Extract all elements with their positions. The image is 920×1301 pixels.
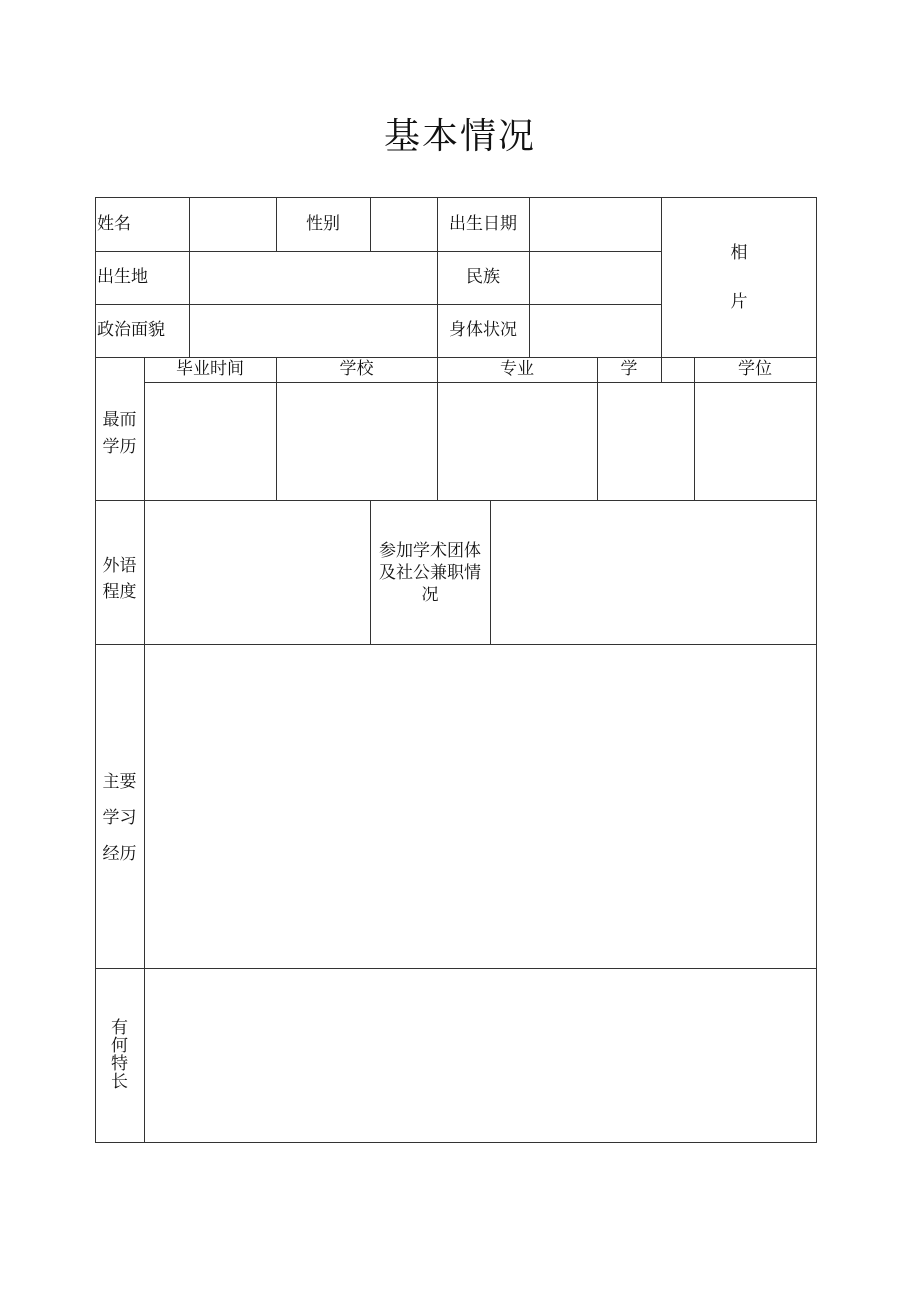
ethnicity-label: 民族 <box>466 267 500 288</box>
grad-time-field[interactable] <box>145 383 276 500</box>
birth-date-label: 出生日期 <box>449 213 517 234</box>
name-label: 姓名 <box>97 213 131 234</box>
study-experience-label-1: 主要 <box>102 771 137 792</box>
xue-header: 学 <box>620 359 638 380</box>
academic-groups-label-3: 况 <box>421 585 439 606</box>
birthplace-field[interactable] <box>190 252 437 304</box>
academic-groups-label-2: 及社公兼职情 <box>379 562 481 583</box>
political-status-label: 政治面貌 <box>97 320 165 341</box>
page-title: 基本情况 <box>383 116 536 157</box>
degree-field[interactable] <box>695 383 816 500</box>
name-field[interactable] <box>190 198 276 251</box>
birth-date-field[interactable] <box>530 198 661 251</box>
gender-label: 性别 <box>306 213 340 234</box>
degree-header: 学位 <box>738 359 772 380</box>
xue-field[interactable] <box>598 383 694 500</box>
academic-groups-field[interactable] <box>491 501 816 644</box>
special-skills-field[interactable] <box>145 969 816 1142</box>
foreign-language-field[interactable] <box>145 501 370 644</box>
photo-label-2: 片 <box>730 291 748 312</box>
academic-groups-label <box>370 500 490 644</box>
foreign-language-label-1: 外语 <box>102 555 137 576</box>
foreign-language-label-2: 程度 <box>102 582 137 602</box>
foreign-language-label <box>95 500 144 644</box>
photo-label-1: 相 <box>730 243 748 264</box>
study-experience-label-2: 学习 <box>102 807 137 828</box>
highest-education-label-2: 学历 <box>102 436 137 457</box>
special-skills-label-4: 长 <box>111 1071 128 1092</box>
study-experience-field[interactable] <box>145 645 816 968</box>
school-header: 学校 <box>339 359 374 380</box>
gender-field[interactable] <box>371 198 437 251</box>
political-status-field[interactable] <box>190 305 437 357</box>
table-border-right <box>816 197 817 1143</box>
major-header: 专业 <box>500 359 534 380</box>
health-label: 身体状况 <box>449 320 517 341</box>
birthplace-label: 出生地 <box>97 267 148 288</box>
table-border-bottom <box>95 1142 817 1143</box>
highest-education-label <box>95 357 144 500</box>
special-skills-label-2: 何 <box>111 1036 128 1057</box>
grad-time-header: 毕业时间 <box>176 359 244 380</box>
special-skills-label-1: 有 <box>111 1018 128 1039</box>
major-field[interactable] <box>438 383 597 500</box>
ethnicity-field[interactable] <box>530 252 661 304</box>
photo-box[interactable] <box>662 198 816 357</box>
study-experience-label-3: 经历 <box>102 844 137 865</box>
health-field[interactable] <box>530 305 661 357</box>
highest-education-label-1: 最而 <box>102 410 137 431</box>
special-skills-label <box>95 968 144 1142</box>
special-skills-label-3: 特 <box>111 1054 128 1074</box>
academic-groups-label-1: 参加学术团体 <box>379 540 481 561</box>
study-experience-label <box>95 644 144 968</box>
school-field[interactable] <box>277 383 437 500</box>
